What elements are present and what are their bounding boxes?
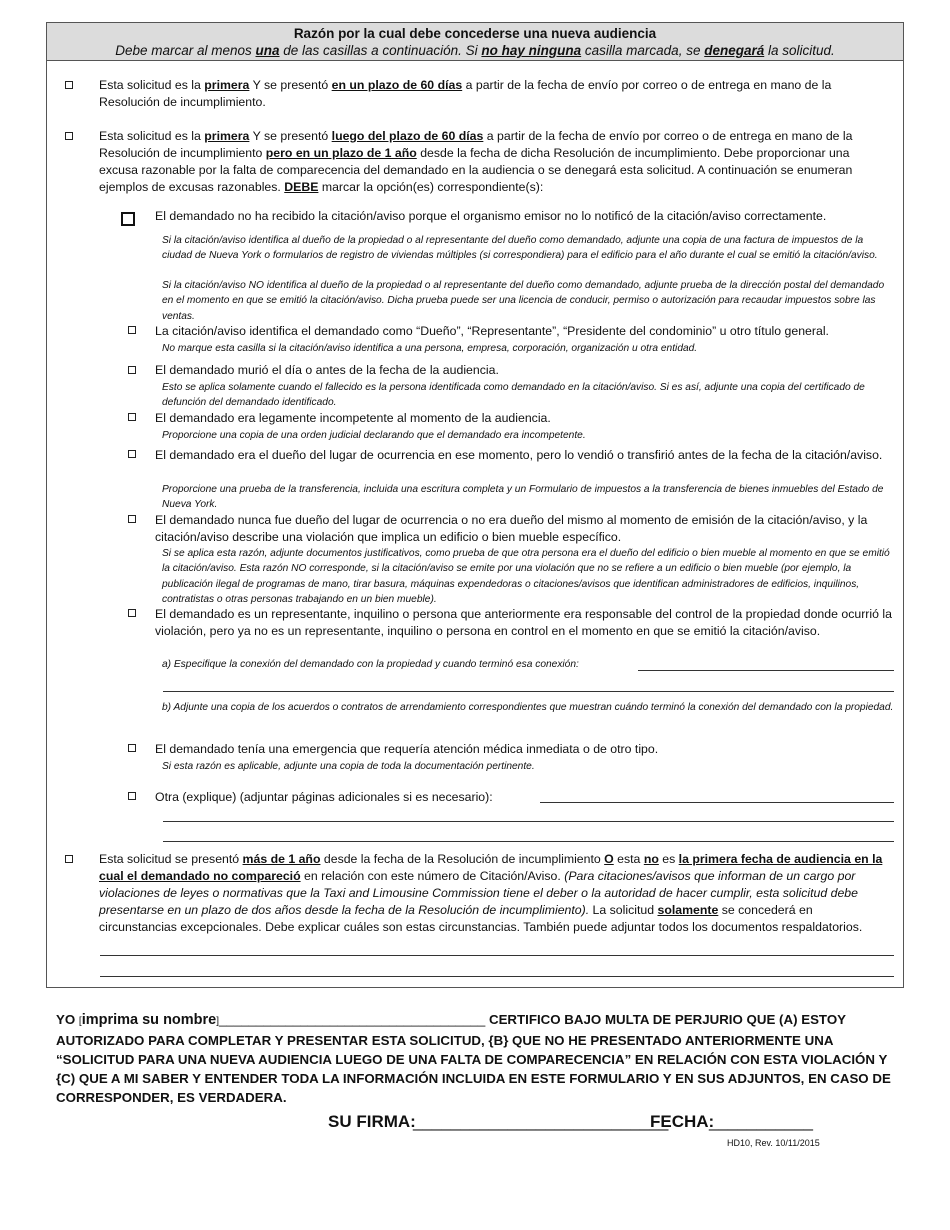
sub-option-never-owner: El demandado nunca fue dueño del lugar de ocurrencia o no era dueño del mismo al momento de emisión de la citación/aviso, y la citación/aviso describe una violación que implica un edificio o bien mueble específico. — [155, 513, 868, 544]
other-explain-line-1[interactable] — [540, 802, 894, 803]
print-name-field[interactable]: ____________________________________ — [219, 1012, 486, 1027]
sub-option-sold-transferred: El demandado era el dueño del lugar de ocurrencia en ese momento, pero lo vendió o transfirió antes de la fecha de la citación/aviso. — [155, 448, 883, 462]
note-incompetent: Proporcione una copia de una orden judicial declarando que el demandado era incompetente. — [162, 430, 586, 441]
note-never-owner: Si se aplica esta razón, adjunte documentos justificativos, como prueba de que otra persona era el dueño del edificio o bien mueble al momento en que se emitió la citación/aviso. Esta razón NO corresponde, si la citación/aviso se emite por una violación que no se refiere a un edificio o bien mueble (por ejemplo, la publicación ilegal de programas de mano, tirar basura, máquinas expendedoras o citaciones/avisos que identifican administradores de edificios, inquilinos, contratistas o otras personas trabajando en un bien mueble). — [162, 548, 890, 605]
option-first-within-60-days: Esta solicitud es la primera Y se presentó en un plazo de 60 días a partir de la fecha de envío por correo o de entrega en mano de la Resolución de incumplimiento. — [99, 78, 832, 109]
note-general-title: No marque esta casilla si la citación/aviso identifica a una persona, empresa, corporación, organización u otra entidad. — [162, 343, 698, 354]
note-former-rep-connection: a) Especifique la conexión del demandado con la propiedad y cuando terminó esa conexión: — [162, 659, 579, 670]
checkbox-general-title[interactable] — [128, 326, 136, 334]
checkbox-incompetent[interactable] — [128, 413, 136, 421]
form-revision: HD10, Rev. 10/11/2015 — [727, 1138, 820, 1148]
section-subtitle: Debe marcar al menos una de las casillas a continuación. Si no hay ninguna casilla marcada, se denegará la solicitud. — [115, 43, 835, 58]
sub-option-former-representative: El demandado es un representante, inquilino o persona que anteriormente era responsable del control de la propiedad donde ocurrió la violación, pero ya no es un representante, inquilino o persona en control en el momento en que se emitió la citación/aviso. — [155, 607, 892, 638]
checkbox-first-after-60-days[interactable] — [65, 132, 73, 140]
circumstances-line-1[interactable] — [100, 955, 894, 956]
sub-option-other: Otra (explique) (adjuntar páginas adicionales si es necesario): — [155, 790, 493, 804]
note-not-notified-owner: Si la citación/aviso identifica al dueño de la propiedad o al representante del dueño como demandado, adjunte una copia de una factura de impuestos de la ciudad de Nueva York o formularios de registro de viviendas múltiples (si correspondiera) para el edificio para el año durante el cual se emitió la citación/aviso. — [162, 235, 878, 262]
checkbox-first-within-60-days[interactable] — [65, 81, 73, 89]
note-emergency: Si esta razón es aplicable, adjunte una copia de toda la documentación pertinente. — [162, 761, 535, 772]
note-died: Esto se aplica solamente cuando el fallecido es la persona identificada como demandado en la citación/aviso. Si es así, adjunte una copia del certificado de defunción del demandado identificado. — [162, 382, 865, 409]
checkbox-other[interactable] — [128, 792, 136, 800]
other-explain-line-3[interactable] — [163, 841, 894, 842]
date-label: FECHA: — [650, 1112, 715, 1131]
sub-option-general-title: La citación/aviso identifica el demandado como “Dueño”, “Representante”, “Presidente del condominio” u otro título general. — [155, 324, 829, 338]
connection-answer-line-2[interactable] — [163, 691, 894, 692]
sub-option-emergency: El demandado tenía una emergencia que requería atención médica inmediata o de otro tipo. — [155, 742, 659, 756]
signature-field[interactable]: ___________________________ — [413, 1112, 669, 1131]
checkbox-more-than-1-year[interactable] — [65, 855, 73, 863]
section-header — [47, 23, 903, 61]
sub-option-died: El demandado murió el día o antes de la fecha de la audiencia. — [155, 363, 499, 377]
section-title: Razón por la cual debe concederse una nueva audiencia — [293, 26, 657, 41]
note-sold-transferred: Proporcione una prueba de la transferencia, incluida una escritura completa y un Formulario de impuestos a la transferencia de bienes inmuebles del Estado de Nueva York. — [162, 484, 884, 511]
checkbox-sold-transferred[interactable] — [128, 450, 136, 458]
checkbox-not-notified[interactable] — [121, 212, 135, 226]
certification-statement: YO [imprima su nombre]____________________________________ CERTIFICO BAJO MULTA DE PERJURIO QUE (A) ESTOY AUTORIZADO PARA COMPLETAR Y PRESENTAR ESTA SOLICITUD, {B} QUE NO HE PRESENTADO ANTERIORMENTE UNA “SOLICITUD PARA UNA NUEVA AUDIENCIA LUEGO DE UNA FALTA DE COMPARECENCIA” EN RELACIÓN CON ESTA VIOLACIÓN Y {C) QUE A MI SABER Y ENTENDER TODA LA INFORMACIÓN INCLUIDA EN ESTE FORMULARIO Y EN SUS ADJUNTOS, EN CASO DE CORRESPONDER, ES VERDADERA. — [56, 1012, 891, 1105]
connection-answer-line-1[interactable] — [638, 670, 894, 671]
checkbox-died[interactable] — [128, 366, 136, 374]
date-field[interactable]: ___________ — [709, 1112, 814, 1131]
circumstances-line-2[interactable] — [100, 976, 894, 977]
sub-option-not-notified: El demandado no ha recibido la citación/aviso porque el organismo emisor no lo notificó de la citación/aviso correctamente. — [155, 209, 827, 223]
checkbox-former-representative[interactable] — [128, 609, 136, 617]
sub-option-incompetent: El demandado era legamente incompetente al momento de la audiencia. — [155, 411, 551, 425]
option-first-after-60-days: Esta solicitud es la primera Y se presentó luego del plazo de 60 días a partir de la fecha de envío por correo o de entrega en mano de la Resolución de incumplimiento pero en un plazo de 1 año desde la fecha de dicha Resolución de incumplimiento. Debe proporcionar una excusa razonable por la falta de comparecencia del demandado en la audiencia o se denegará esta solicitud. A continuación se enumeran ejemplos de excusas razonables. DEBE marcar la opción(es) correspondiente(s): — [99, 129, 853, 194]
note-not-notified-non-owner: Si la citación/aviso NO identifica al dueño de la propiedad o al representante del dueño como demandado, adjunte prueba de la dirección postal del demandado en el momento en que se emitió la citación/aviso. Dicha prueba puede ser una licencia de conducir, permiso o autorización para recaudar impuestos sobre las ventas. — [162, 280, 885, 322]
checkbox-emergency[interactable] — [128, 744, 136, 752]
option-more-than-1-year: Esta solicitud se presentó más de 1 año desde la fecha de la Resolución de incumplimiento O esta no es la primera fecha de audiencia en la cual el demandado no compareció en relación con este número de Citación/Aviso. (Para citaciones/avisos que informan de un cargo por violaciones de leyes o normativas que la Taxi and Limousine Commission tiene el deber o la autoridad de hacer cumplir, esta solicitud debe presentarse en un plazo de dos años desde la fecha de la Resolución de incumplimiento). La solicitud solamente se concederá en circunstancias excepcionales. Debe explicar cuáles son estas circunstancias. También puede adjuntar todos los documentos respaldatorios. — [99, 852, 883, 934]
signature-label: SU FIRMA: — [328, 1112, 416, 1131]
other-explain-line-2[interactable] — [163, 821, 894, 822]
note-former-rep-contracts: b) Adjunte una copia de los acuerdos o contratos de arrendamiento correspondientes que muestran cuándo terminó la conexión del demandado con la propiedad. — [162, 702, 894, 713]
checkbox-never-owner[interactable] — [128, 515, 136, 523]
